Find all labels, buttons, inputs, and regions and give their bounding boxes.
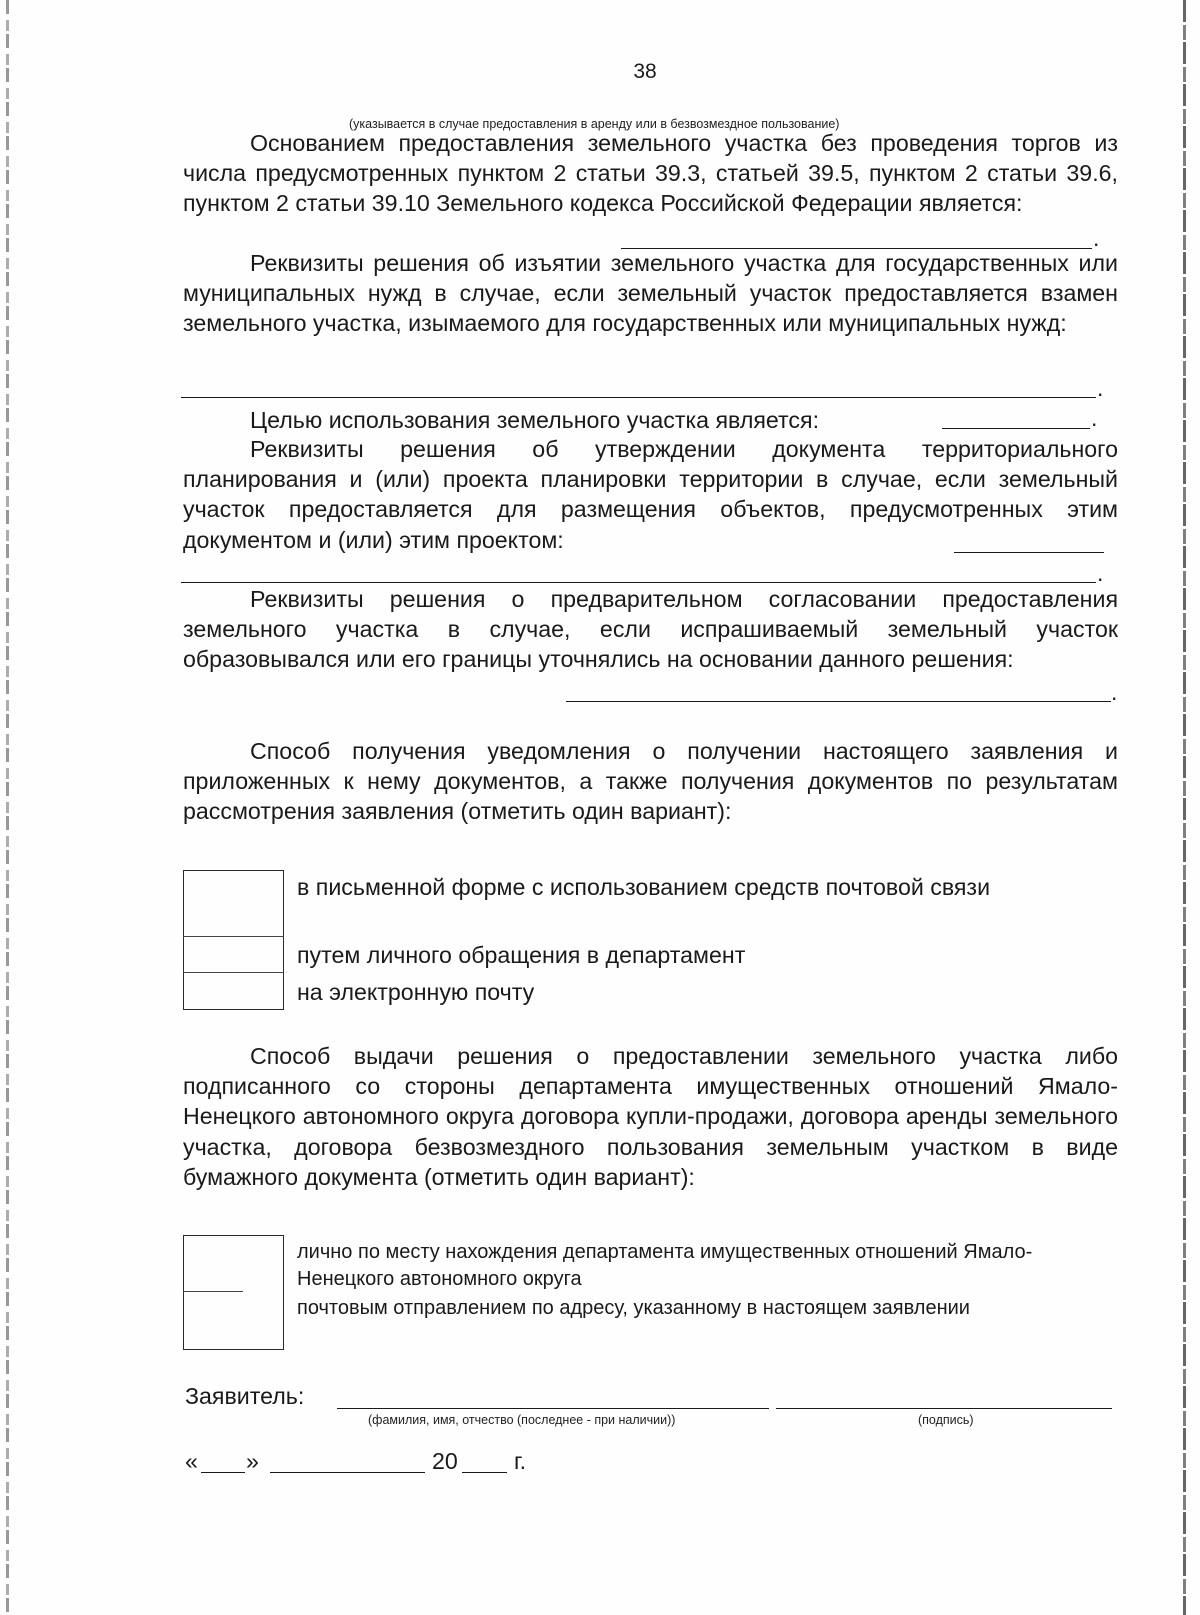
header-note: (указывается в случае предоставления в аренду или в безвозмездное пользование): [349, 117, 840, 131]
notification-paragraph: [183, 736, 1118, 827]
date-close-quote: »: [246, 1448, 259, 1474]
basis-paragraph: [183, 128, 1118, 219]
issue-checkbox-mail[interactable]: [184, 1292, 282, 1348]
issue-option-in-person: лично по месту нахождения департамента имущественных отношений Ямало-Ненецкого автономного округа: [297, 1241, 1033, 1290]
date-year-suffix: г.: [514, 1448, 527, 1474]
applicant-label: Заявитель:: [185, 1383, 305, 1409]
scan-edge-left: [6, 0, 9, 1615]
date-year-line[interactable]: [462, 1472, 507, 1473]
planning-period: .: [1097, 560, 1104, 586]
notification-option-personal: путем личного обращения в департамент: [297, 942, 746, 968]
issue-text: Способ выдачи решения о предоставлении земельного участка либо подписанного со стороны департамента имущественных отношений Ямало-Ненецкого автономного округа договора купли-продажи, договора аренды земельного участка, договора безвозмездного пользования земельным участком в виде бумажного документа (отметить один вариант):: [183, 1043, 1118, 1190]
notification-option-email: на электронную почту: [297, 979, 535, 1005]
issue-paragraph: [183, 1041, 1118, 1192]
planning-blank-line-2[interactable]: [181, 582, 1096, 583]
planning-text: Реквизиты решения об утверждении документа территориального планирования и (или) проекта планировки территории в случае, если земельный участок предоставляется для размещения объектов, предусмотренных этим документом и (или) этим проектом:: [183, 436, 1118, 553]
preliminary-period: .: [1111, 679, 1118, 705]
notification-checkbox-email[interactable]: [184, 973, 282, 1008]
purpose-period: .: [1091, 405, 1098, 431]
scan-edge-right: [1183, 0, 1186, 1615]
applicant-name-caption: (фамилия, имя, отчество (последнее - при наличии)): [368, 1413, 676, 1427]
seizure-period: .: [1097, 375, 1104, 401]
date-day-line[interactable]: [201, 1472, 245, 1473]
applicant-signature-line[interactable]: [776, 1408, 1112, 1409]
seizure-paragraph: [183, 248, 1118, 339]
preliminary-text: Реквизиты решения о предварительном согласовании предоставления земельного участка в случае, если испрашиваемый земельный участок образовывался или его границы уточнялись на основании данного решения:: [183, 586, 1118, 673]
basis-text: Основанием предоставления земельного участка без проведения торгов из числа предусмотренных пунктом 2 статьи 39.3, статьей 39.5, пунктом 2 статьи 39.6, пунктом 2 статьи 39.10 Земельного кодекса Российской Федерации является:: [183, 130, 1118, 217]
purpose-blank-line[interactable]: [942, 428, 1090, 429]
applicant-signature-caption: (подпись): [918, 1413, 974, 1427]
issue-checkbox-in-person[interactable]: [184, 1236, 282, 1291]
issue-option-mail: почтовым отправлением по адресу, указанному в настоящем заявлении: [297, 1297, 970, 1319]
notification-checkbox-post[interactable]: [184, 871, 282, 936]
preliminary-blank-line[interactable]: [566, 701, 1111, 702]
notification-text: Способ получения уведомления о получении настоящего заявления и приложенных к нему документов, а также получения документов по результатам рассмотрения заявления (отметить один вариант):: [183, 738, 1118, 825]
notification-option-post: в письменной форме с использованием средств почтовой связи: [297, 874, 991, 900]
notification-checkbox-personal[interactable]: [184, 937, 282, 972]
date-year-prefix: 20: [432, 1448, 458, 1474]
planning-paragraph: [183, 434, 1118, 555]
basis-period: .: [1093, 225, 1100, 251]
date-open-quote: «: [185, 1448, 198, 1474]
purpose-text: Целью использования земельного участка является:: [250, 407, 820, 433]
date-month-line[interactable]: [270, 1472, 425, 1473]
page-number: 38: [633, 60, 657, 83]
planning-blank-line-1[interactable]: [954, 552, 1104, 553]
applicant-name-line[interactable]: [337, 1408, 769, 1409]
seizure-blank-line[interactable]: [181, 397, 1096, 398]
preliminary-paragraph: [183, 584, 1118, 675]
purpose-paragraph: [183, 405, 1118, 435]
seizure-text: Реквизиты решения об изъятии земельного участка для государственных или муниципальных нужд в случае, если земельный участок предоставляется взамен земельного участка, изымаемого для государственных или муниципальных нужд:: [183, 250, 1118, 337]
